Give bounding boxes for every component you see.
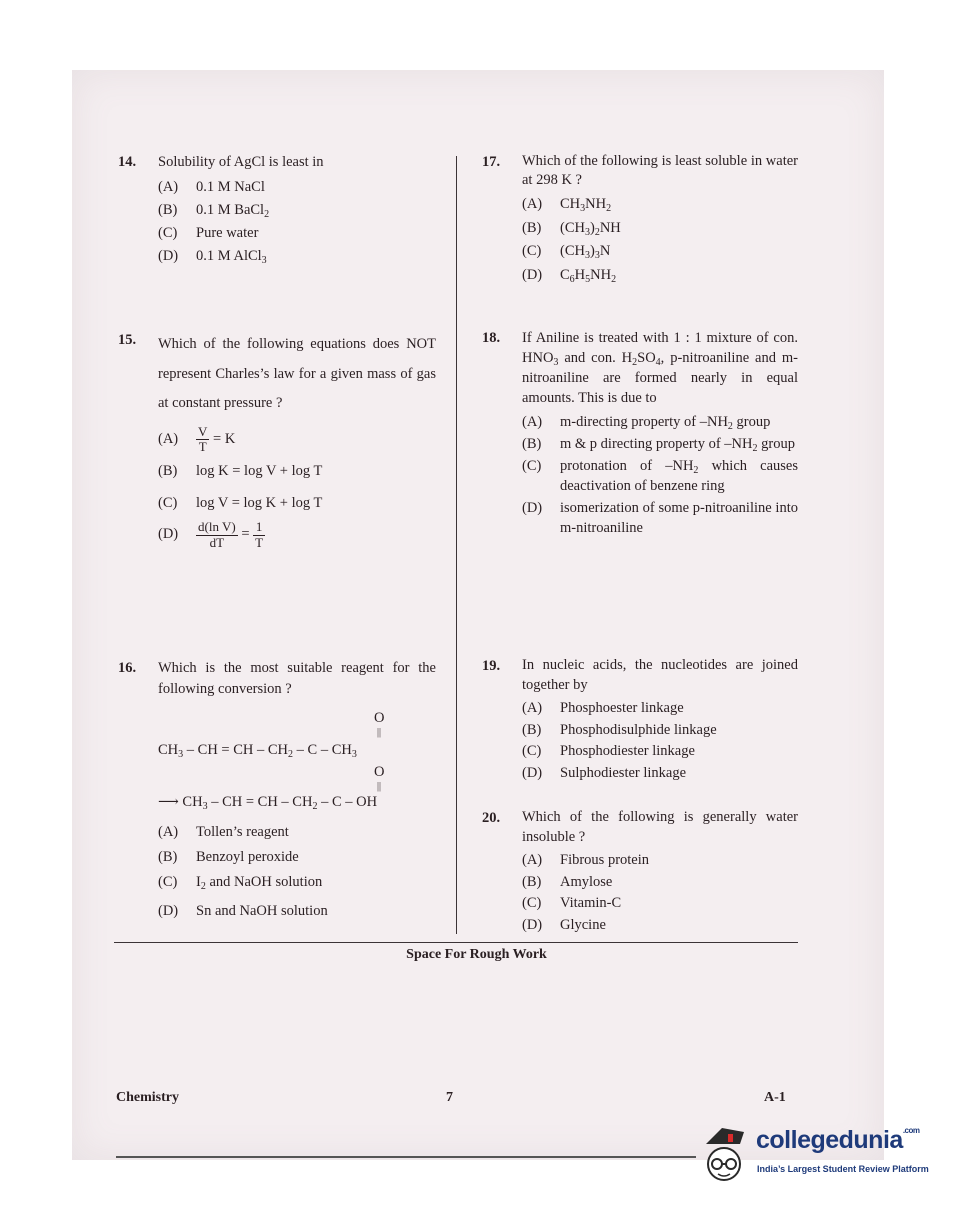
option-c: (C) $(CH_3)_3N$ <box>522 243 611 262</box>
option-d: (D) $\frac{\text{d(ln V)}}{dT}$ = $\frac{1}{T}$ <box>158 519 264 550</box>
option-d: (D) $C_6H_5NH_2$ <box>522 267 617 286</box>
footer-subject: Chemistry <box>116 1090 179 1105</box>
option-a: (A) Phosphoester linkage <box>522 700 684 717</box>
question-number: 16. <box>118 660 137 676</box>
option-d: (D) isomerization of some p-nitroaniline into m-nitroaniline <box>522 500 798 536</box>
option-d: (D) Sulphodiester linkage <box>522 764 687 781</box>
option-a: (A) 0.1 M NaCl <box>158 179 265 196</box>
option-d: (D) Sn and NaOH solution <box>158 903 328 920</box>
footer-code: A-1 <box>764 1090 786 1105</box>
column-divider <box>456 156 457 934</box>
question-number: 19. <box>482 658 501 674</box>
question-stem: In nucleic acids, the nucleotides are joined together by <box>522 657 798 693</box>
option-c: (C) Vitamin-C <box>522 895 622 912</box>
option-a: (A) Fibrous protein <box>522 852 650 869</box>
option-a: (A) $CH_3NH_2$ <box>522 195 612 214</box>
option-b: (B) $(CH_3)_2NH$ <box>522 219 621 238</box>
arrow: ⟶ <box>158 794 179 811</box>
option-c: (C) log V = log K + log T <box>158 494 323 511</box>
collegedunia-logo <box>700 1124 940 1194</box>
question-number: 14. <box>118 154 137 170</box>
reaction-reactant: O || $CH_3$ – CH = CH – $CH_2$ – C – $CH_3$ <box>158 710 385 761</box>
question-number: 15. <box>118 332 137 348</box>
question-stem: If Aniline is treated with 1 : 1 mixture of con. $HNO_3$ and con. $H_2SO_4$, p-nitroaniline and m-nitroaniline are formed nearly in equal amounts. This is due to <box>522 330 798 406</box>
bottom-rule <box>116 1156 696 1158</box>
question-stem: Solubility of AgCl is least in <box>158 154 324 170</box>
option-d: (D) Glycine <box>522 916 606 933</box>
rough-work-label: Space For Rough Work <box>406 947 547 962</box>
question-stem: Which of the following equations does NOT represent Charles’s law for a given mass of gas at constant pressure ? <box>158 336 436 412</box>
option-c: (C) $I_2$ and NaOH solution <box>158 874 323 893</box>
logo-tagline: India’s Largest Student Review Platform <box>757 1164 929 1174</box>
option-b: (B) Phosphodisulphide linkage <box>522 721 717 738</box>
option-c: (C) protonation of $-NH_2$ which causes deactivation of benzene ring <box>522 458 798 494</box>
fraction: $\frac{1}{T}$ <box>255 519 264 550</box>
option-b: (B) 0.1 M BaCl$_2$ <box>158 202 270 221</box>
fraction: $\frac{V}{T}$ <box>198 424 208 455</box>
question-stem: Which of the following is least soluble in water at 298 K ? <box>522 153 798 188</box>
question-stem: Which is the most suitable reagent for the following conversion ? <box>158 660 436 698</box>
option-b: (B) Benzoyl peroxide <box>158 849 299 866</box>
option-d: (D) 0.1 M AlCl$_3$ <box>158 248 267 267</box>
option-c: (C) Pure water <box>158 225 259 242</box>
question-stem: Which of the following is generally water insoluble ? <box>522 809 798 845</box>
option-c: (C) Phosphodiester linkage <box>522 743 695 760</box>
section-divider <box>114 942 798 943</box>
mascot-icon <box>700 1124 756 1190</box>
option-a: (A) $\frac{V}{T}$ = K <box>158 424 236 455</box>
option-b: (B) m & p directing property of $-NH_2$ group <box>522 436 795 454</box>
fraction: $\frac{\text{d(ln V)}}{dT}$ <box>198 519 236 550</box>
logo-wordmark: collegedunia$^{.com}$ <box>756 1126 920 1154</box>
option-b: (B) log K = log V + log T <box>158 462 323 479</box>
option-a: (A) m-directing property of $-NH_2$ group <box>522 414 771 432</box>
option-a: (A) Tollen’s reagent <box>158 824 289 841</box>
question-number: 17. <box>482 154 501 170</box>
question-number: 18. <box>482 330 501 346</box>
question-number: 20. <box>482 810 501 826</box>
footer-page-number: 7 <box>446 1090 453 1105</box>
reaction-product: O || ⟶ $CH_3$ – CH = CH – $CH_2$ – C – OH <box>158 764 385 813</box>
option-b: (B) Amylose <box>522 873 613 890</box>
